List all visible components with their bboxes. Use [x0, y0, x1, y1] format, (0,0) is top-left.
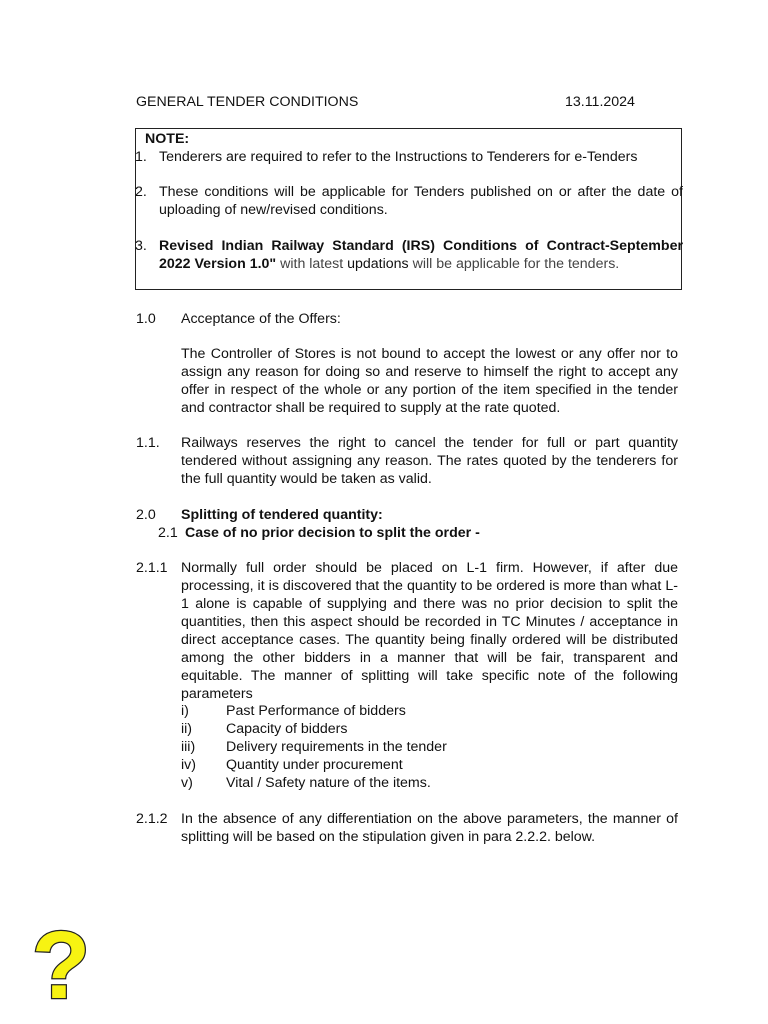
note-item-text — [159, 237, 683, 273]
section-paragraph: Normally full order should be placed on L-1 firm. However, if after due processing, it is discovered that the quantity to be ordered is more than what L-1 alone is capable of supplying and there was no prior decision to split the quantities, then this aspect should be recorded in TC Minutes / acceptance in direct acceptance cases. The quantity being finally ordered will be distributed among the other bidders in a manner that will be fair, transparent and equitable. The manner of splitting will take specific note of the following parameters — [181, 560, 678, 702]
parameter-number: i) — [181, 703, 189, 719]
section-number: 2.1.2 — [136, 811, 168, 827]
section-number: 2.0 — [136, 507, 156, 523]
parameter-text: Capacity of bidders — [226, 721, 348, 737]
question-mark-glyph: ? — [31, 920, 91, 1006]
note-item-text: Tenderers are required to refer to the Instructions to Tenderers for e-Tenders — [159, 149, 638, 165]
section-paragraph: The Controller of Stores is not bound to accept the lowest or any offer nor to assign any reason for doing so and reserve to himself the right to accept any offer in respect of the whole or any portion of the item specified in the tender and contractor shall be required to supply at the rate quoted. — [181, 346, 678, 416]
subsection-number: 2.1 — [158, 525, 178, 541]
note-item-number: 1. — [135, 149, 147, 165]
note-item-text: These conditions will be applicable for Tenders published on or after the date of uploading of new/revised conditions. — [159, 184, 683, 218]
parameter-text: Delivery requirements in the tender — [226, 739, 447, 755]
parameter-text: Quantity under procurement — [226, 757, 403, 773]
parameter-text: Vital / Safety nature of the items. — [226, 775, 431, 791]
parameter-number: iv) — [181, 757, 196, 773]
parameter-number: iii) — [181, 739, 196, 755]
section-paragraph: Railways reserves the right to cancel the tender for full or part quantity tendered without assigning any reason. The rates quoted by the tenderers for the full quantity would be taken as valid. — [181, 435, 678, 487]
note-item-tail: will be applicable for the tenders. — [408, 256, 620, 272]
section-number: 2.1.1 — [136, 560, 168, 576]
section-heading: Acceptance of the Offers: — [181, 311, 341, 327]
document-date: 13.11.2024 — [565, 94, 635, 110]
subsection-heading: Case of no prior decision to split the order - — [185, 525, 480, 541]
note-item-bold: Revised Indian Railway Standard (IRS) Conditions of Contract-September 2022 Version 1.0" — [159, 238, 683, 272]
parameter-number: v) — [181, 775, 193, 791]
parameter-text: Past Performance of bidders — [226, 703, 406, 719]
question-mark-icon[interactable] — [28, 920, 94, 1006]
section-paragraph: In the absence of any differentiation on the above parameters, the manner of splitting will be based on the stipulation given in para 2.2.2. below. — [181, 811, 678, 845]
note-label: NOTE: — [145, 131, 190, 147]
section-heading: Splitting of tendered quantity: — [181, 507, 383, 523]
section-number: 1.1. — [136, 435, 160, 451]
note-item-number: 3. — [135, 238, 147, 254]
parameter-number: ii) — [181, 721, 193, 737]
section-number: 1.0 — [136, 311, 156, 327]
note-item-mid: with latest — [276, 256, 348, 272]
note-item-number: 2. — [135, 184, 147, 200]
note-item-plain: updations — [347, 256, 409, 272]
document-title: GENERAL TENDER CONDITIONS — [136, 94, 359, 110]
